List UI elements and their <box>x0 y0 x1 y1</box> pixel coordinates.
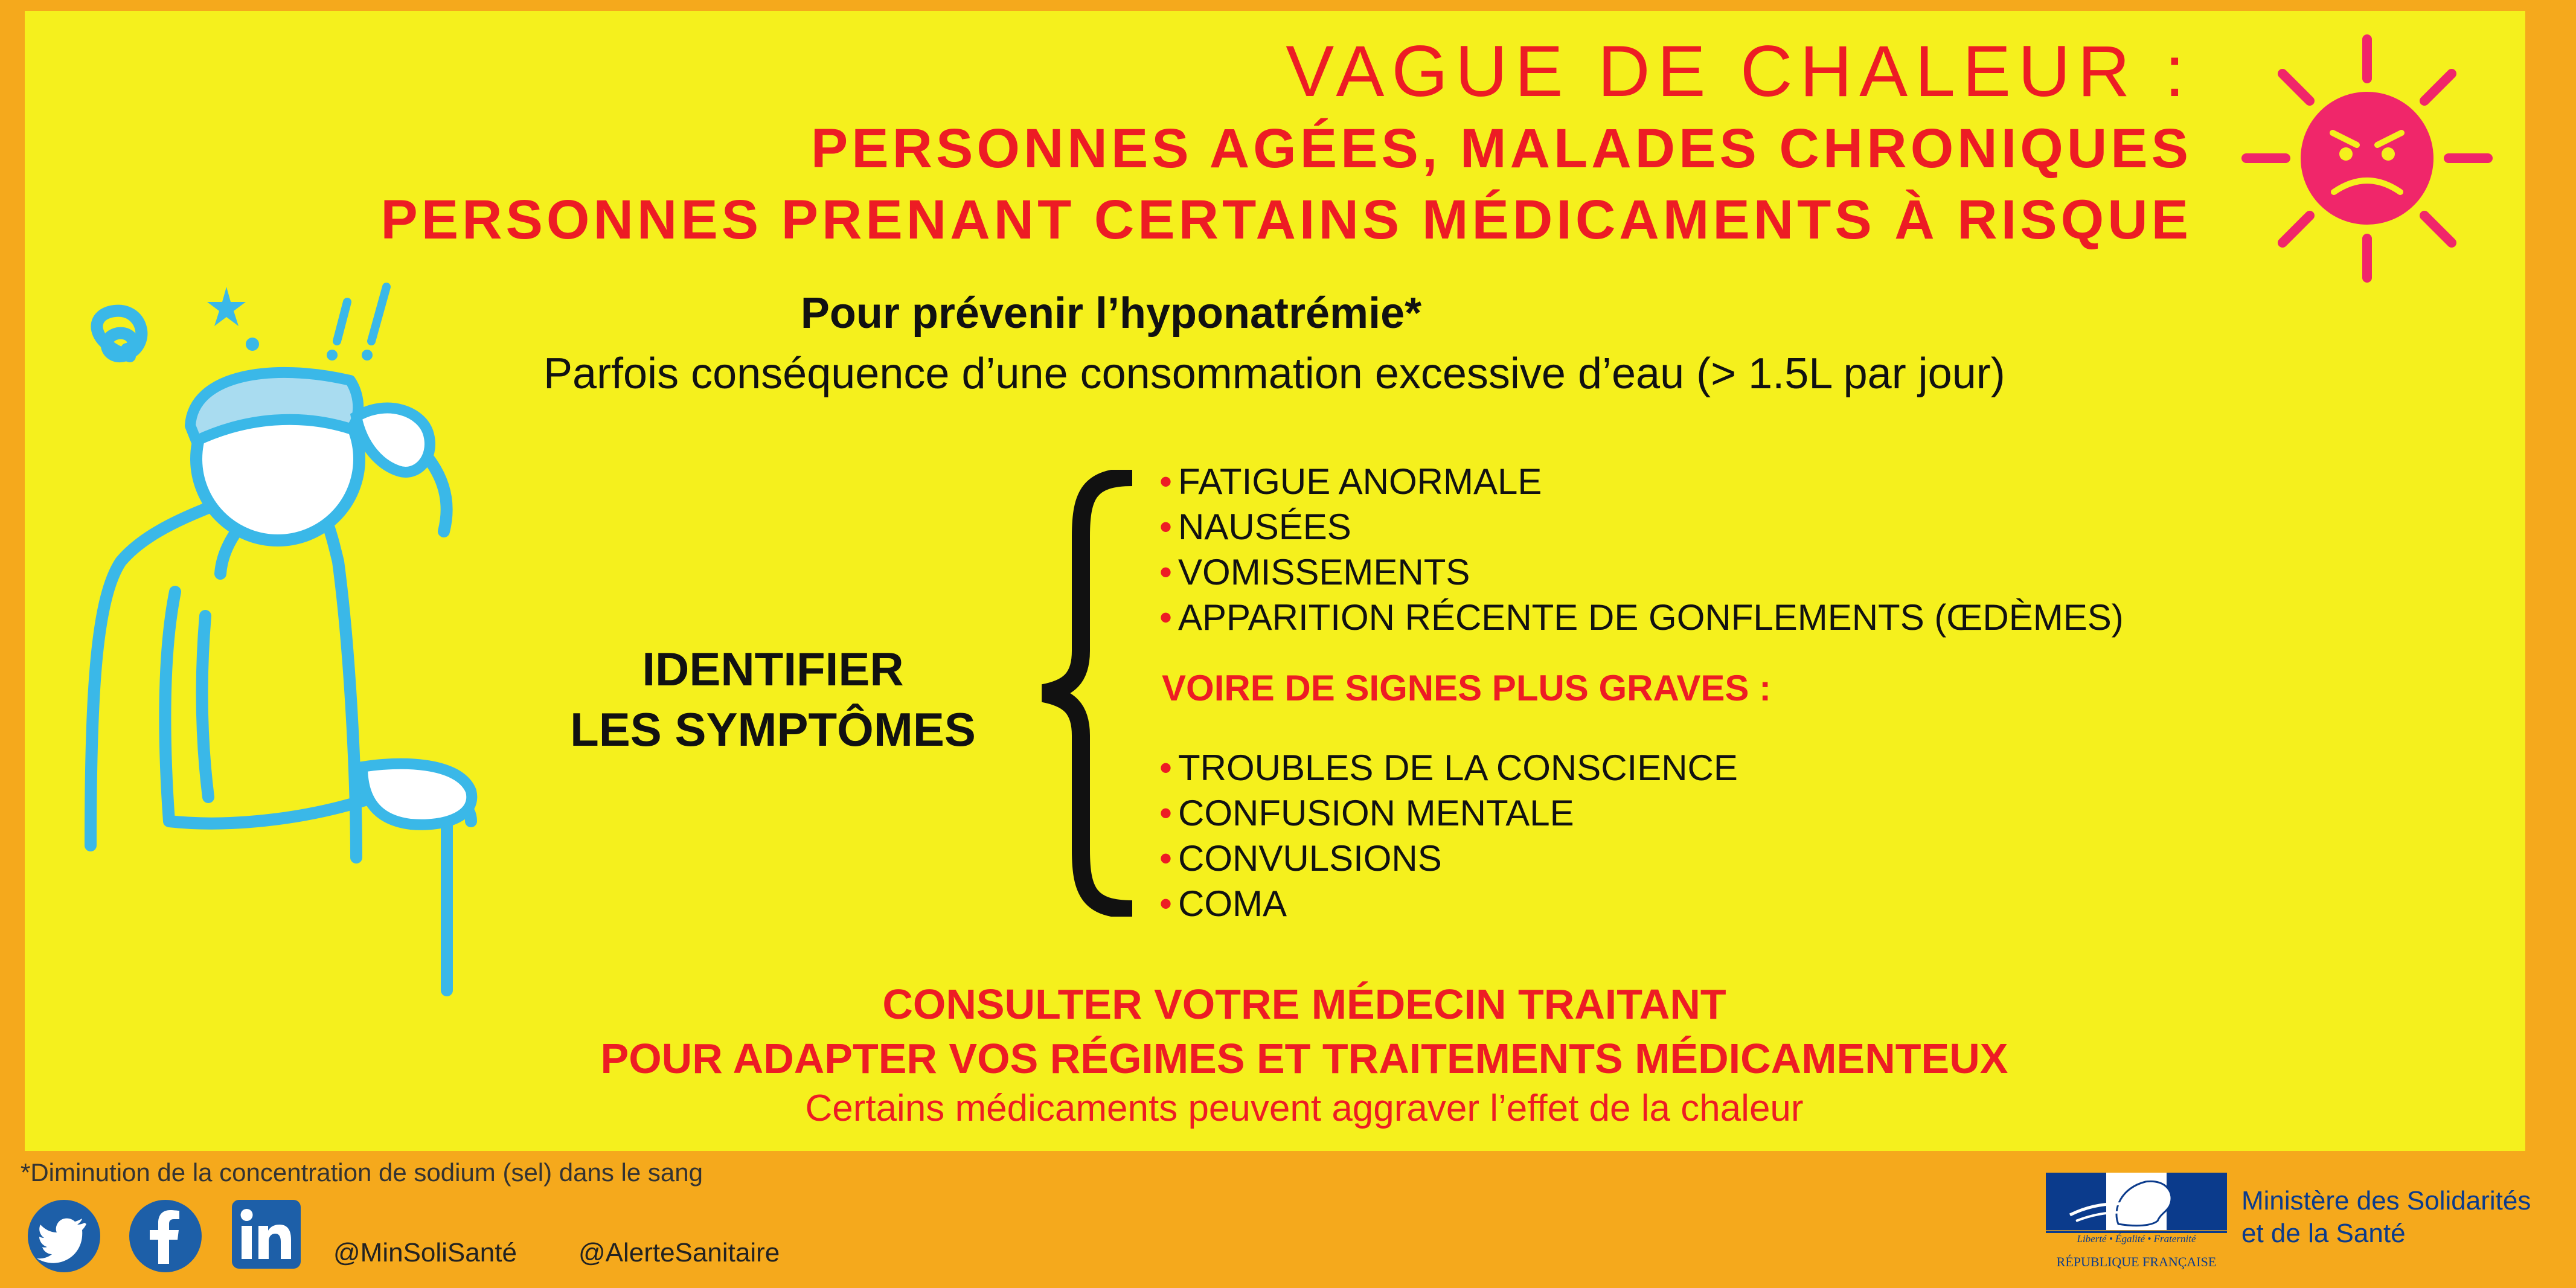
advice-line-3: Certains médicaments peuvent aggraver l’effet de la chaleur <box>805 1088 1804 1129</box>
ministry-name <box>2241 1185 2531 1250</box>
bullet-icon: • <box>1159 507 1173 547</box>
linkedin-icon[interactable] <box>231 1199 302 1270</box>
symptoms-label-line2: LES SYMPTÔMES <box>570 703 976 756</box>
symptoms-label-line1: IDENTIFIER <box>642 642 904 696</box>
bullet-icon: • <box>1159 461 1173 502</box>
bullet-icon: • <box>1159 793 1173 833</box>
header-subtitle-1: PERSONNES AGÉES, MALADES CHRONIQUES <box>810 118 2192 179</box>
advice-line-1: CONSULTER VOTRE MÉDECIN TRAITANT <box>882 981 1726 1028</box>
curly-brace <box>1033 470 1141 917</box>
social-handle-alert[interactable]: @AlerteSanitaire <box>578 1238 780 1267</box>
symptom-list-severe <box>1159 745 1738 926</box>
header-title: VAGUE DE CHALEUR : <box>1286 31 2192 112</box>
footnote: *Diminution de la concentration de sodium (sel) dans le sang <box>21 1158 703 1187</box>
symptoms-label <box>531 639 1014 760</box>
symptom-list-primary <box>1159 459 2124 640</box>
list-item: • TROUBLES DE LA CONSCIENCE <box>1159 748 1738 788</box>
header-subtitle-2: PERSONNES PRENANT CERTAINS MÉDICAMENTS À RISQUE <box>380 189 2192 251</box>
list-item: • CONVULSIONS <box>1159 838 1442 879</box>
bullet-icon: • <box>1159 838 1173 879</box>
advice-line-2: POUR ADAPTER VOS RÉGIMES ET TRAITEMENTS MÉDICAMENTEUX <box>600 1035 2008 1082</box>
bullet-icon: • <box>1159 883 1173 924</box>
marianne-emblem <box>2046 1173 2227 1230</box>
list-item: • NAUSÉES <box>1159 507 1351 547</box>
republic-name: RÉPUBLIQUE FRANÇAISE <box>2056 1254 2217 1269</box>
bullet-icon: • <box>1159 597 1173 638</box>
list-item: • APPARITION RÉCENTE DE GONFLEMENTS (ŒDÈMES) <box>1159 597 2124 638</box>
ministry-name-line2: et de la Santé <box>2241 1219 2406 1248</box>
angry-sun-icon <box>2234 30 2500 290</box>
bullet-icon: • <box>1159 748 1173 788</box>
dizzy-elderly-person-icon <box>72 278 507 1002</box>
republic-motto: Liberté • Égalité • Fraternité <box>2077 1233 2196 1245</box>
list-item: • VOMISSEMENTS <box>1159 552 1470 592</box>
ministry-name-line1: Ministère des Solidarités <box>2241 1186 2531 1216</box>
list-item: • COMA <box>1159 883 1287 924</box>
twitter-icon[interactable] <box>27 1199 101 1274</box>
list-item: • FATIGUE ANORMALE <box>1159 461 1542 502</box>
facebook-icon[interactable] <box>128 1199 203 1274</box>
severe-signs-heading: VOIRE DE SIGNES PLUS GRAVES : <box>1162 668 1772 708</box>
intro-subtitle: Parfois conséquence d’une consommation excessive d’eau (> 1.5L par jour) <box>543 350 2005 398</box>
list-item: • CONFUSION MENTALE <box>1159 793 1574 833</box>
social-handle-ministry[interactable]: @MinSoliSanté <box>333 1238 517 1267</box>
bullet-icon: • <box>1159 552 1173 592</box>
intro-heading: Pour prévenir l’hyponatrémie* <box>800 289 1422 338</box>
